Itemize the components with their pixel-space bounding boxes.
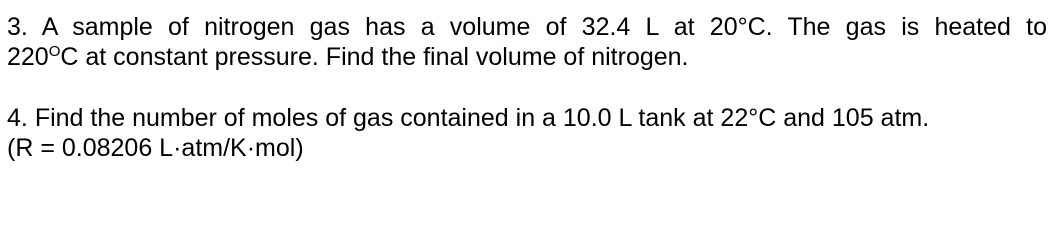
problem-3-text-continued: C at constant pressure. Find the final volume of nitrogen. — [60, 43, 689, 71]
worksheet-page — [7, 12, 1047, 163]
problem-4-line-1 — [7, 103, 1047, 133]
problem-3 — [7, 12, 1047, 72]
problem-3-line-1 — [7, 12, 1047, 42]
degree-superscript: O — [48, 43, 61, 60]
problem-3-number: 3. — [7, 13, 28, 41]
problem-3-temperature-value: 220 — [7, 43, 49, 71]
problem-3-line-2 — [7, 42, 1047, 72]
problem-4-text: Find the number of moles of gas contained in a 10.0 L tank at 22°C and 105 atm. — [34, 104, 930, 132]
problem-4-gas-constant: (R = 0.08206 L·atm/K·mol) — [7, 134, 304, 162]
problem-3-text: A sample of nitrogen gas has a volume of 32.4 L at 20°C. The gas is heated to — [41, 13, 1047, 41]
problem-4-number: 4. — [7, 104, 28, 132]
problem-4 — [7, 103, 1047, 163]
